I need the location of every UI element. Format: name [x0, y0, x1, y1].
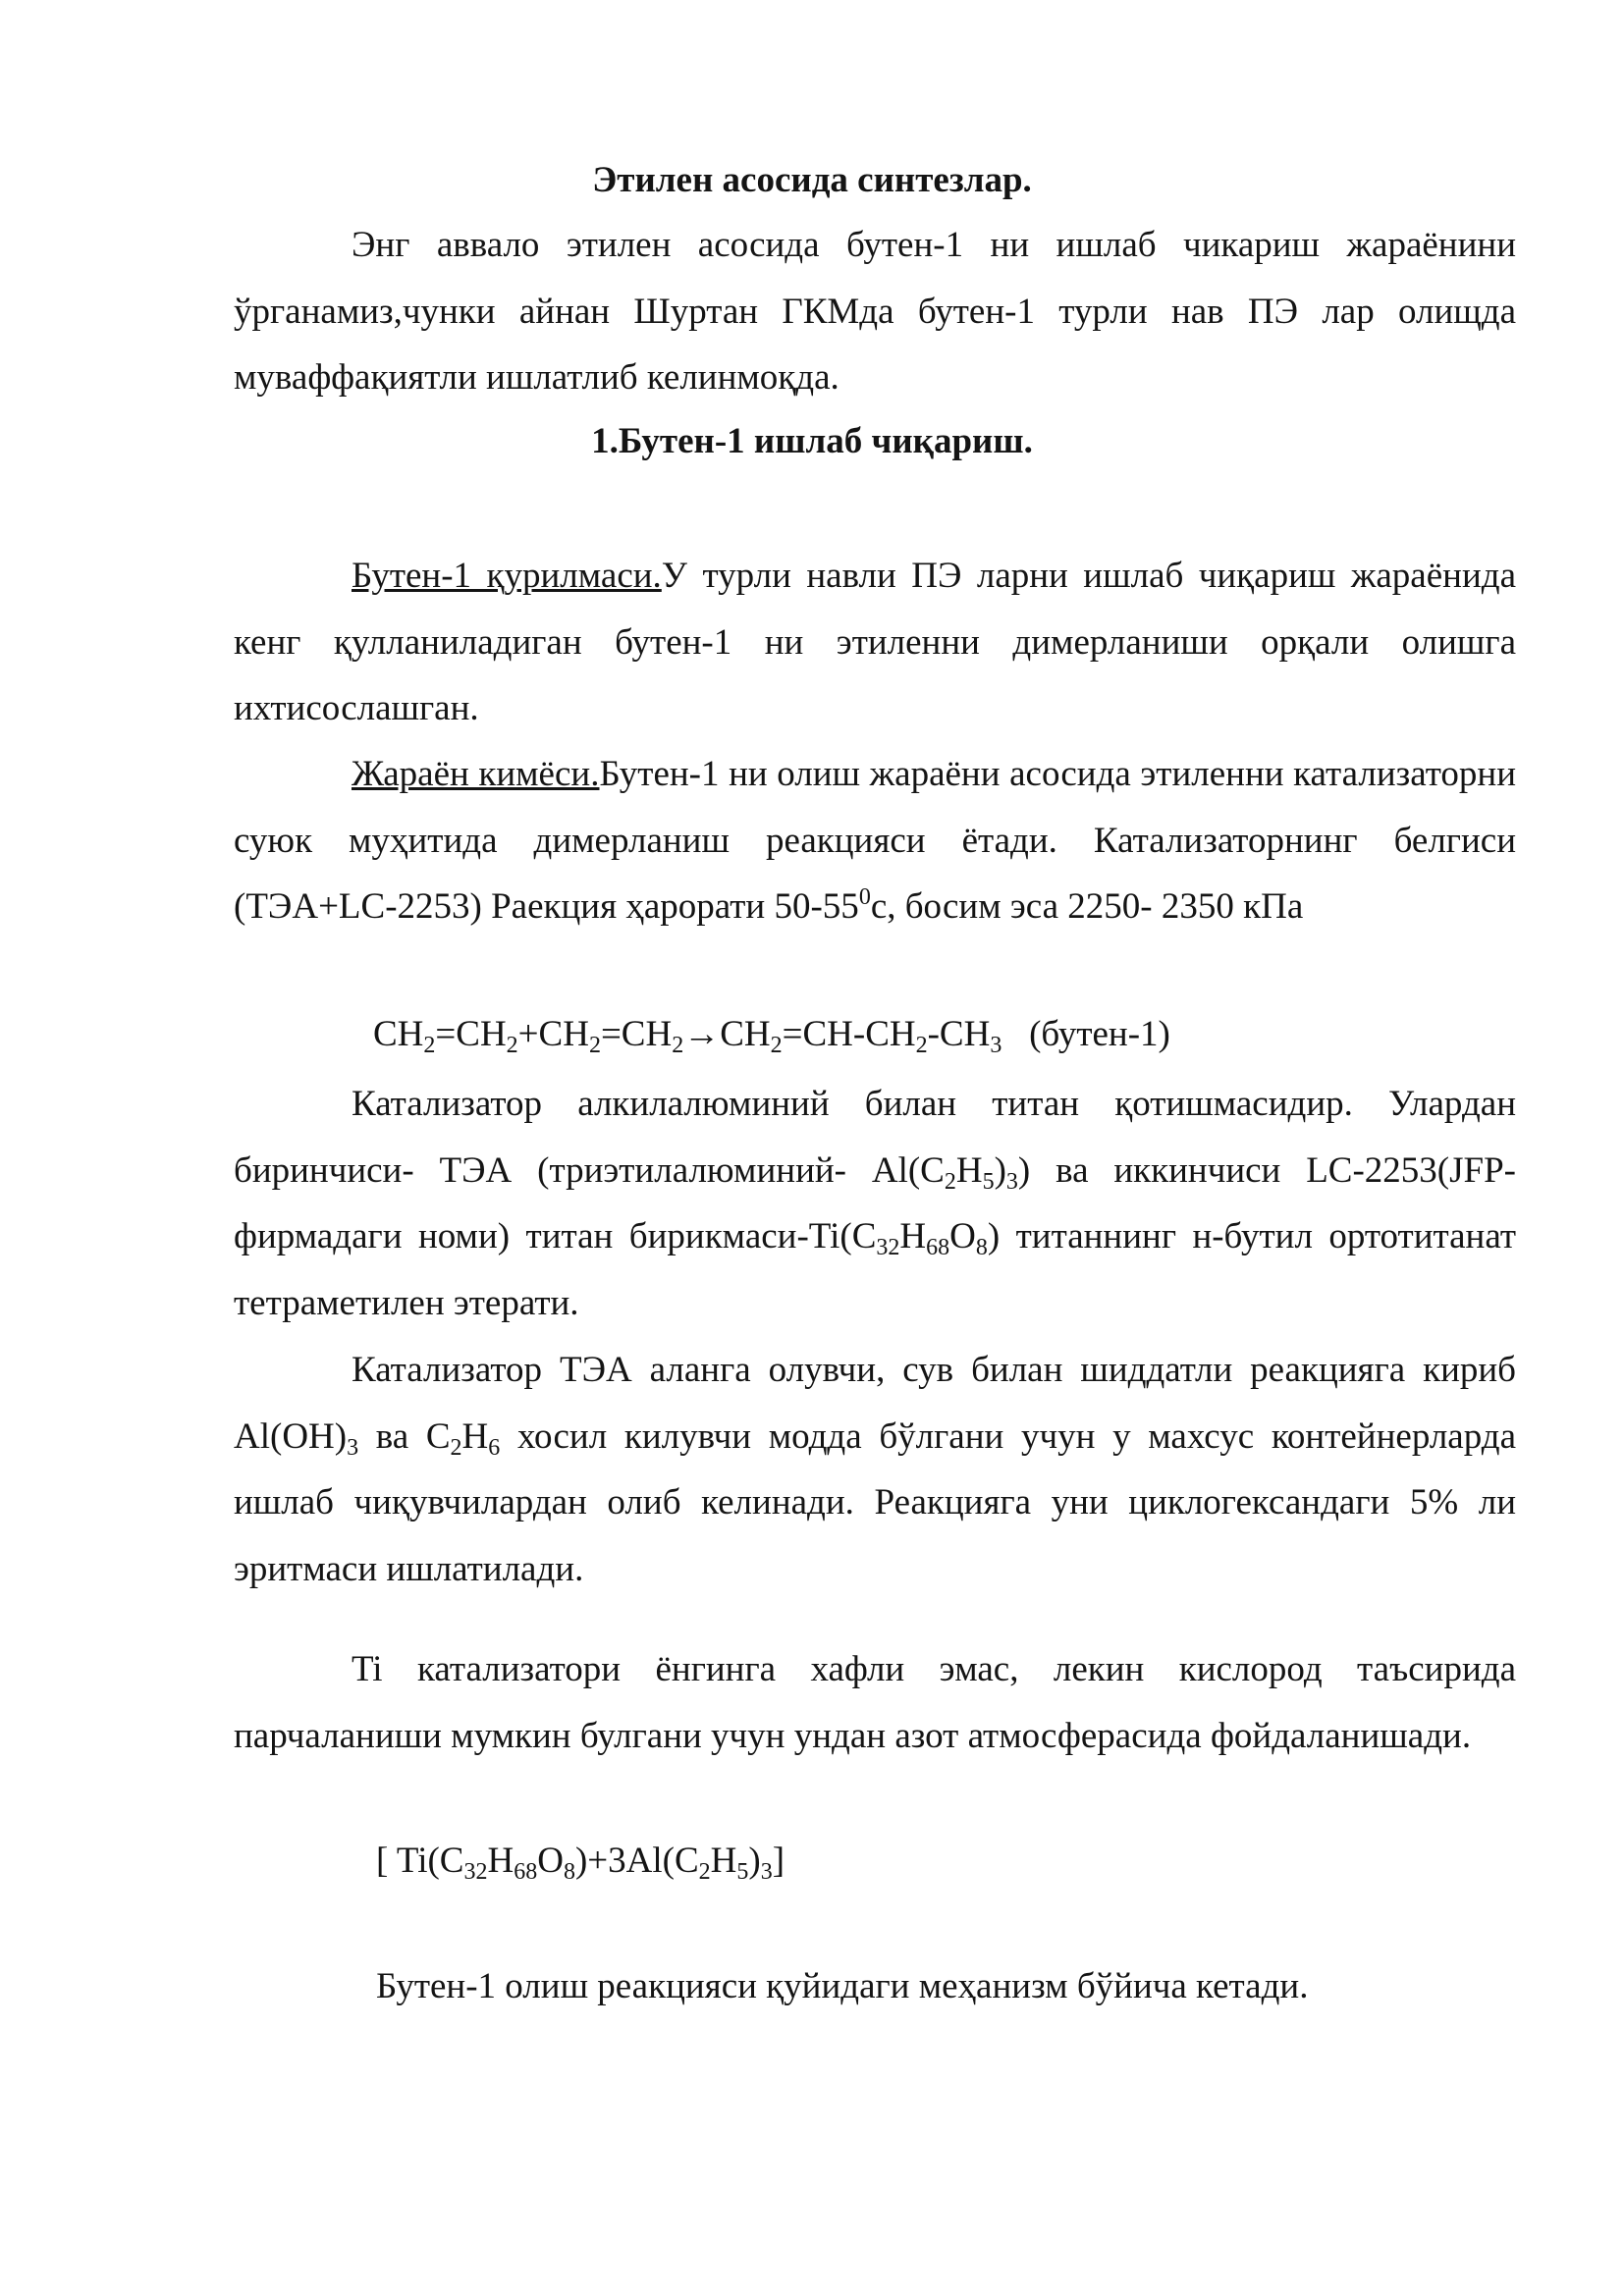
section-heading: 1.Бутен-1 ишлаб чиқариш. — [591, 421, 1033, 461]
catalyst-sub: 32 — [876, 1235, 900, 1260]
reaction-equation — [373, 1013, 1170, 1056]
reaction-sub: 2 — [915, 1033, 928, 1058]
unit-paragraph-text: У турли навли ПЭ ларни ишлаб чиқариш жараёнида кенг қулланиладиган бутен-1 ни этиленни димерланиши орқали олишга ихтисослашган. — [234, 556, 1516, 728]
formula-part: ) — [748, 1841, 761, 1881]
reaction-part: (бутен-1) — [1001, 1014, 1170, 1054]
formula-sub: 8 — [563, 1859, 575, 1885]
reaction-part: =CH-CH — [782, 1014, 916, 1054]
catalyst-sub: 5 — [982, 1168, 995, 1195]
unit-paragraph-lead: Бутен-1 қурилмаси. — [352, 556, 662, 596]
process-paragraph — [234, 741, 1516, 940]
tea-text: Катализатор ТЭА аланга олувчи, сув билан шиддатли реакцияга кириб Al(OH) — [234, 1350, 1516, 1457]
process-paragraph-lead: Жараён кимёси. — [352, 754, 600, 794]
catalyst-text: ) титаннинг н-бутил ортотитанат тетраметилен этерати. — [234, 1216, 1516, 1323]
catalyst-text: O — [949, 1216, 976, 1256]
tea-text: ва C — [358, 1415, 451, 1457]
tea-text: хосил килувчи модда бўлгани учун у махсус контейнерларда ишлаб чиқувчилардан олиб келинади. Реакцияга уни циклогександаги 5% ли эритмаси ишлатилади. — [234, 1415, 1516, 1589]
formula-sub: 5 — [736, 1859, 749, 1885]
catalyst-text: ) ва иккинчиси LC-2253(JFP-фирмадаги номи) титан бирикмаси-Ti(C — [234, 1149, 1516, 1256]
reaction-part: -CH — [927, 1014, 991, 1054]
tea-sub: 3 — [347, 1434, 359, 1461]
reaction-sub: 2 — [588, 1033, 601, 1058]
catalyst-sub: 3 — [1005, 1168, 1018, 1195]
catalyst-text: H — [955, 1149, 983, 1191]
catalyst-sub: 2 — [944, 1168, 956, 1195]
catalyst-sub: 8 — [975, 1235, 988, 1260]
tea-text: H — [461, 1415, 489, 1457]
reaction-sub: 2 — [770, 1033, 783, 1058]
reaction-part: =CH — [600, 1014, 673, 1054]
closing-sentence: Бутен-1 олиш реакцияси қуйидаги меҳанизм бўйича кетади. — [376, 1966, 1309, 2006]
catalyst-text: Катализатор алкилалюминий билан титан қотишмасидир. Улардан биринчиси- ТЭА (триэтилалюминий- Al(C — [234, 1084, 1516, 1191]
catalyst-sub: 68 — [926, 1235, 950, 1260]
ti-paragraph: Ti катализатори ёнгинга хафли эмас, лекин кислород таъсирида парчаланиши мумкин булгани учун ундан азот атмосферасида фойдаланишади. — [234, 1649, 1516, 1756]
reaction-part: =CH — [435, 1014, 507, 1054]
reaction-sub: 2 — [672, 1033, 684, 1058]
catalyst-paragraph — [234, 1071, 1516, 1336]
tea-sub: 6 — [488, 1434, 501, 1461]
formula-part: H — [710, 1841, 737, 1881]
intro-paragraph: Энг аввало этилен асосида бутен-1 ни ишлаб чикариш жараёнини ўрганамиз,чунки айнан Шуртан ГКМда бутен-1 турли нав ПЭ лар олищда муваффақиятли ишлатлиб келинмоқда. — [234, 225, 1516, 398]
formula-sub: 2 — [698, 1859, 711, 1885]
formula-sub: 68 — [514, 1859, 538, 1885]
catalyst-text: H — [899, 1216, 927, 1256]
reaction-sub: 2 — [506, 1033, 518, 1058]
reaction-part: CH — [373, 1014, 424, 1054]
catalyst-text: ) — [994, 1149, 1006, 1191]
catalyst-formula — [376, 1840, 785, 1883]
process-paragraph-text: Бутен-1 ни олиш жараёни асосида этиленни катализаторни суюк муҳитида димерланиш реакцияси ётади. Катализаторнинг белгиси (ТЭА+LC-2253) Раекция ҳарорати 50-55 — [234, 754, 1516, 927]
formula-sub: 32 — [463, 1859, 488, 1885]
reaction-part: →CH — [683, 1014, 771, 1054]
degree-superscript: 0 — [858, 884, 871, 910]
reaction-sub: 2 — [423, 1033, 436, 1058]
formula-part: [ Ti(C — [376, 1841, 464, 1881]
formula-part: O — [537, 1841, 564, 1881]
reaction-sub: 3 — [990, 1033, 1002, 1058]
unit-paragraph — [234, 543, 1516, 742]
tea-paragraph — [234, 1337, 1516, 1602]
reaction-part: +CH — [517, 1014, 589, 1054]
formula-sub: 3 — [760, 1859, 773, 1885]
process-paragraph-text-end: с, босим эса 2250- 2350 кПа — [870, 886, 1304, 927]
formula-part: )+3Al(C — [574, 1841, 699, 1881]
document-title: Этилен асосида синтезлар. — [592, 160, 1032, 200]
tea-sub: 2 — [450, 1434, 462, 1461]
formula-part: H — [487, 1841, 514, 1881]
formula-part: ] — [772, 1841, 785, 1881]
